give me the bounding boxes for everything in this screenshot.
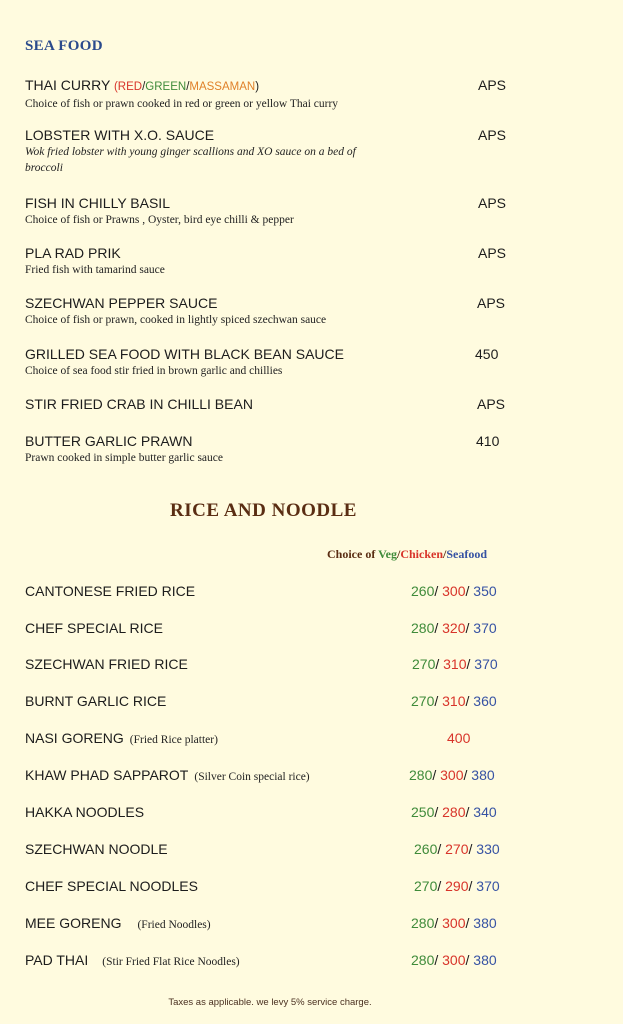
price-chicken: 290 [445,878,469,894]
rice-noodle-section-title: RICE AND NOODLE [170,500,357,521]
price-separator: / [434,804,443,820]
price-veg: 270 [412,656,436,672]
price-separator: / [465,583,474,599]
rice-noodle-item [25,620,585,640]
seafood-item-name: BUTTER GARLIC PRAWN [25,433,193,449]
footer-note: Taxes as applicable. we levy 5% service charge. [168,997,372,1008]
price-veg: 280 [411,952,435,968]
seafood-item-description: Wok fried lobster with young ginger scallions and XO sauce on a bed of broccoli [25,146,356,174]
rice-noodle-item-name: HAKKA NOODLES [25,804,145,820]
price-seafood: 360 [473,693,497,709]
price-separator: / [465,804,474,820]
price-chicken: 300 [440,767,464,783]
rice-noodle-item [25,915,585,935]
price-seafood: 380 [473,952,497,968]
seafood-item-lobster [25,127,545,176]
price-seafood: 350 [473,583,497,599]
seafood-item-name: FISH IN CHILLY BASIL [25,195,170,211]
rice-noodle-item-prices [412,656,498,672]
price-seafood: 380 [471,767,495,783]
legend-chicken: Chicken [400,547,444,561]
price-separator: / [434,620,443,636]
price-chicken: 310 [443,656,467,672]
rice-noodle-item-prices [411,583,497,599]
rice-noodle-item [25,730,585,750]
seafood-item-price: 410 [476,433,500,449]
rice-noodle-item-note: (Silver Coin special rice) [194,771,310,783]
rice-noodle-item-prices [447,730,470,746]
rice-noodle-item [25,804,585,824]
seafood-item-stir-fried-crab [25,396,545,413]
seafood-item-description: Fried fish with tamarind sauce [25,264,165,276]
price-chicken: 320 [442,620,466,636]
rice-noodle-item-name: KHAW PHAD SAPPAROT [25,767,189,783]
seafood-section-title: SEA FOOD [25,38,103,54]
seafood-item-description: Choice of sea food stir fried in brown garlic and chillies [25,365,283,377]
rice-noodle-item-name: BURNT GARLIC RICE [25,693,167,709]
rice-noodle-item-prices [411,804,497,820]
price-separator: / [434,693,443,709]
price-single: 400 [447,730,471,746]
price-seafood: 340 [473,804,497,820]
price-separator: / [465,915,474,931]
price-separator: / [437,841,446,857]
rice-noodle-item-note: (Stir Fried Flat Rice Noodles) [102,956,240,968]
price-veg: 260 [414,841,438,857]
seafood-item-price: APS [478,245,507,261]
price-separator: / [468,841,477,857]
seafood-item-fish-chilly-basil [25,195,545,228]
price-separator: / [434,915,443,931]
price-separator: / [465,952,474,968]
legend-seafood: Seafood [446,547,488,561]
rice-noodle-item-name: SZECHWAN FRIED RICE [25,656,188,672]
price-seafood: 370 [473,620,497,636]
seafood-item-price: APS [478,77,507,93]
price-separator: / [434,952,443,968]
rice-noodle-item-prices [414,841,500,857]
price-seafood: 380 [473,915,497,931]
legend-veg: Veg [378,547,397,561]
rice-noodle-item-name: CHEF SPECIAL NOODLES [25,878,198,894]
price-veg: 270 [414,878,438,894]
seafood-item-pla-rad-prik [25,245,545,278]
price-separator: / [434,583,443,599]
rice-noodle-item-prices [411,693,497,709]
seafood-item-price: APS [477,295,506,311]
rice-noodle-item [25,693,585,713]
price-chicken: 300 [442,952,466,968]
rice-noodle-item [25,767,585,787]
rice-noodle-item-name: PAD THAI [25,952,89,968]
rice-noodle-item-name: CANTONESE FRIED RICE [25,583,196,599]
price-chicken: 300 [442,583,466,599]
rice-noodle-item [25,841,585,861]
price-separator: / [468,878,477,894]
seafood-item-description: Prawn cooked in simple butter garlic sauce [25,452,223,464]
seafood-item-name: GRILLED SEA FOOD WITH BLACK BEAN SAUCE [25,346,344,362]
price-separator: / [437,878,446,894]
price-separator: / [465,693,474,709]
price-separator: / [435,656,444,672]
rice-noodle-item [25,656,585,676]
price-separator: / [432,767,441,783]
rice-noodle-item-name: NASI GORENG [25,730,124,746]
price-chicken: 300 [442,915,466,931]
seafood-item-price: 450 [475,346,499,362]
rice-noodle-item-name: SZECHWAN NOODLE [25,841,168,857]
rice-noodle-item-name: MEE GORENG [25,915,122,931]
price-veg: 270 [411,693,435,709]
seafood-item-name: LOBSTER WITH X.O. SAUCE [25,127,215,143]
price-separator: / [465,620,474,636]
rice-noodle-item-prices [411,952,497,968]
seafood-item-name: THAI CURRY (RED/GREEN/MASSAMAN) [25,77,260,93]
rice-noodle-item-prices [409,767,495,783]
rice-noodle-item [25,878,585,898]
seafood-item-description: Choice of fish or prawn cooked in red or green or yellow Thai curry [25,98,339,110]
price-separator: / [466,656,475,672]
rice-noodle-item-prices [414,878,500,894]
seafood-item-description: Choice of fish or prawn, cooked in lightly spiced szechwan sauce [25,314,327,326]
seafood-item-name: PLA RAD PRIK [25,245,121,261]
seafood-item-thai-curry [25,77,545,112]
rice-noodle-item-note: (Fried Noodles) [137,919,211,931]
price-chicken: 310 [442,693,466,709]
seafood-item-price: APS [477,396,506,412]
rice-noodle-item-note: (Fried Rice platter) [129,734,218,746]
rice-noodle-item [25,583,585,603]
seafood-item-description: Choice of fish or Prawns , Oyster, bird eye chilli & pepper [25,214,294,226]
seafood-item-name: STIR FRIED CRAB IN CHILLI BEAN [25,396,253,412]
price-veg: 280 [411,915,435,931]
seafood-item-szechwan-pepper [25,295,545,328]
price-veg: 250 [411,804,435,820]
rice-noodle-item-name: CHEF SPECIAL RICE [25,620,163,636]
seafood-item-price: APS [478,127,507,143]
rice-noodle-item [25,952,585,972]
price-seafood: 370 [476,878,500,894]
rice-noodle-item-prices [411,620,497,636]
price-separator: / [463,767,472,783]
price-veg: 260 [411,583,435,599]
price-veg: 280 [409,767,433,783]
price-seafood: 330 [476,841,500,857]
seafood-item-butter-garlic-prawn [25,433,545,466]
price-seafood: 370 [474,656,498,672]
choice-legend: Choice of Veg/Chicken/Seafood [327,547,488,561]
seafood-item-grilled-black-bean [25,346,545,379]
seafood-item-name: SZECHWAN PEPPER SAUCE [25,295,218,311]
price-veg: 280 [411,620,435,636]
seafood-item-price: APS [478,195,507,211]
rice-noodle-item-prices [411,915,497,931]
price-chicken: 280 [442,804,466,820]
price-chicken: 270 [445,841,469,857]
